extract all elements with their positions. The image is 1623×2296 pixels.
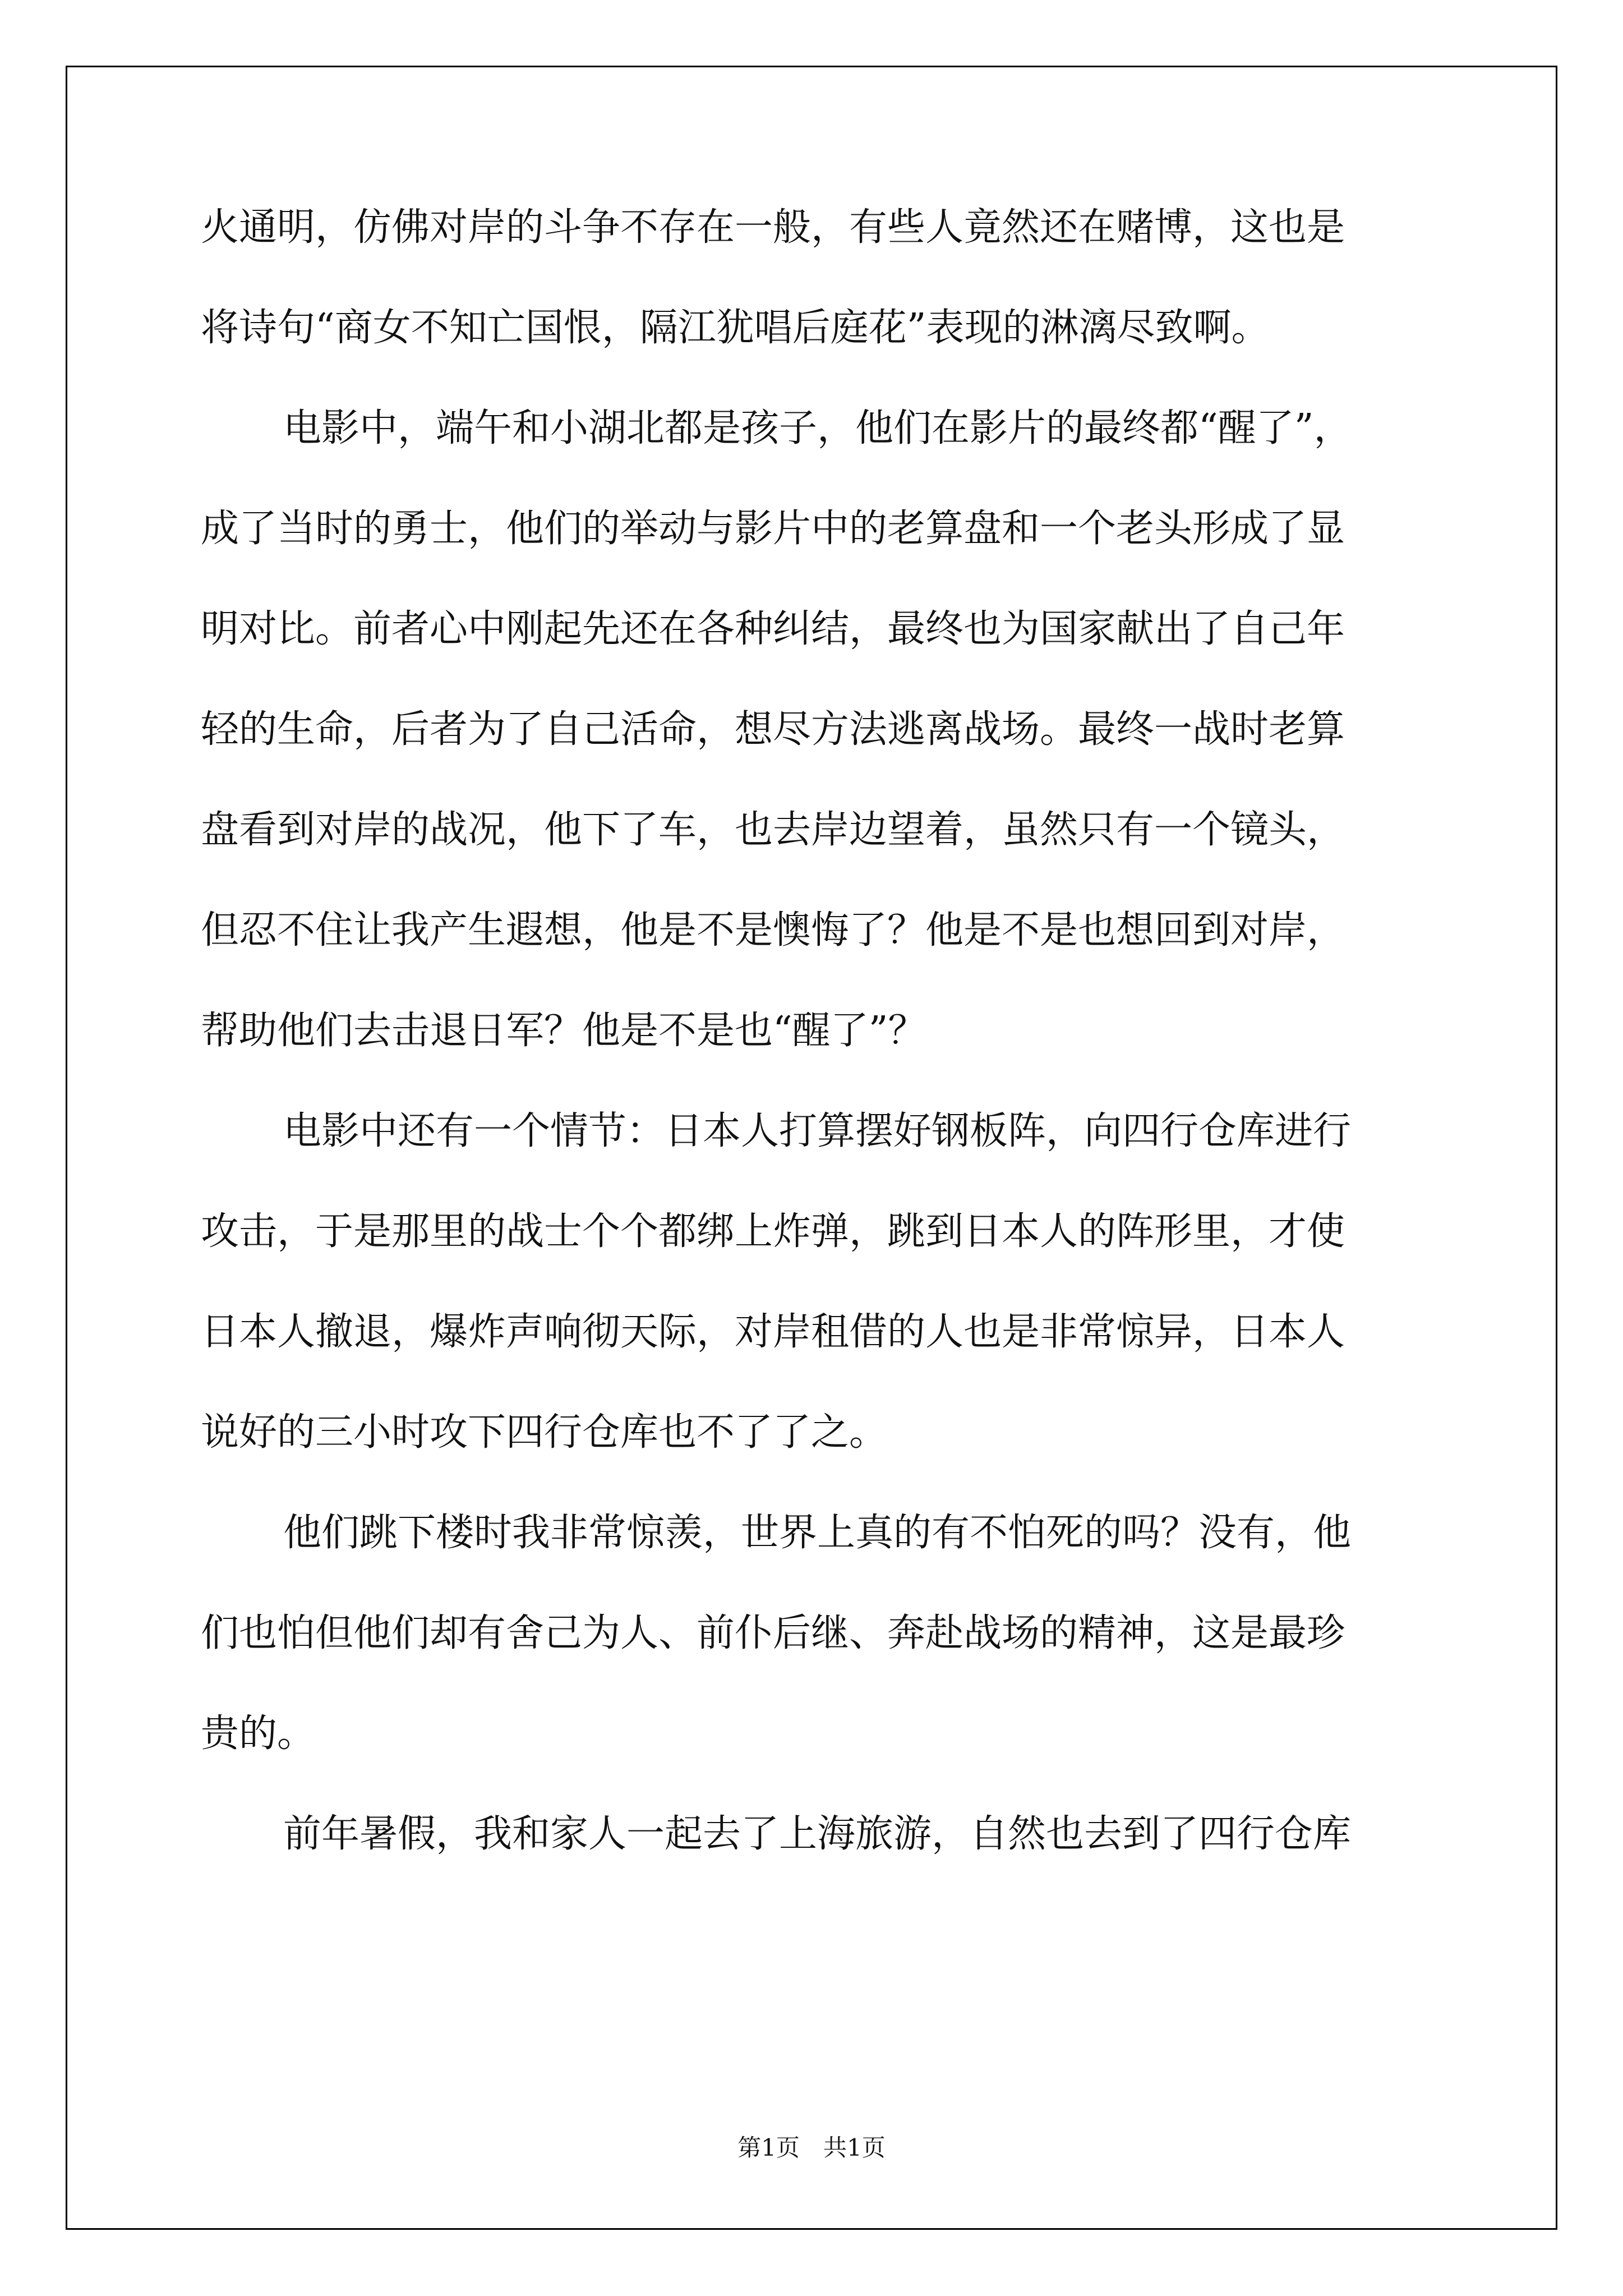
page-total: 共1页 [823,2134,886,2161]
text-line: 帮助他们去击退日军？他是不是也“醒了”？ [201,1009,926,1053]
text-line: 们也怕但他们却有舍己为人、前仆后继、奔赴战场的精神，这是最珍 [201,1611,1345,1655]
text-line: 成了当时的勇士，他们的举动与影片中的老算盘和一个老头形成了显 [201,507,1345,551]
text-line: 明对比。前者心中刚起先还在各种纠结，最终也为国家献出了自己年 [201,607,1345,651]
text-line: 盘看到对岸的战况，他下了车，也去岸边望着，虽然只有一个镜头， [201,808,1345,852]
text-line: 日本人撤退，爆炸声响彻天际，对岸租借的人也是非常惊异，日本人 [201,1310,1345,1354]
text-line: 贵的。 [201,1711,316,1756]
text-line: 轻的生命，后者为了自己活命，想尽方法逃离战场。最终一战时老算 [201,707,1345,752]
paragraph-first-line: 电影中还有一个情节：日本人打算摆好钢板阵，向四行仓库进行 [283,1109,1352,1153]
text-line: 但忍不住让我产生遐想，他是不是懊悔了？他是不是也想回到对岸， [201,908,1345,953]
text-line: 将诗句“商女不知亡国恨，隔江犹唱后庭花”表现的淋漓尽致啊。 [201,306,1270,350]
text-line: 攻击，于是那里的战士个个都绑上炸弹，跳到日本人的阵形里，才使 [201,1209,1345,1254]
paragraph-first-line: 前年暑假，我和家人一起去了上海旅游，自然也去到了四行仓库 [283,1812,1352,1856]
text-line: 火通明，仿佛对岸的斗争不存在一般，有些人竟然还在赌博，这也是 [201,205,1345,250]
paragraph-first-line: 他们跳下楼时我非常惊羡，世界上真的有不怕死的吗？没有，他 [283,1511,1352,1555]
page-number: 第1页 [737,2134,800,2161]
page-footer [0,2136,1623,2160]
paragraph-first-line: 电影中，端午和小湖北都是孩子，他们在影片的最终都“醒了”， [283,406,1352,450]
text-line: 说好的三小时攻下四行仓库也不了了之。 [201,1410,888,1455]
